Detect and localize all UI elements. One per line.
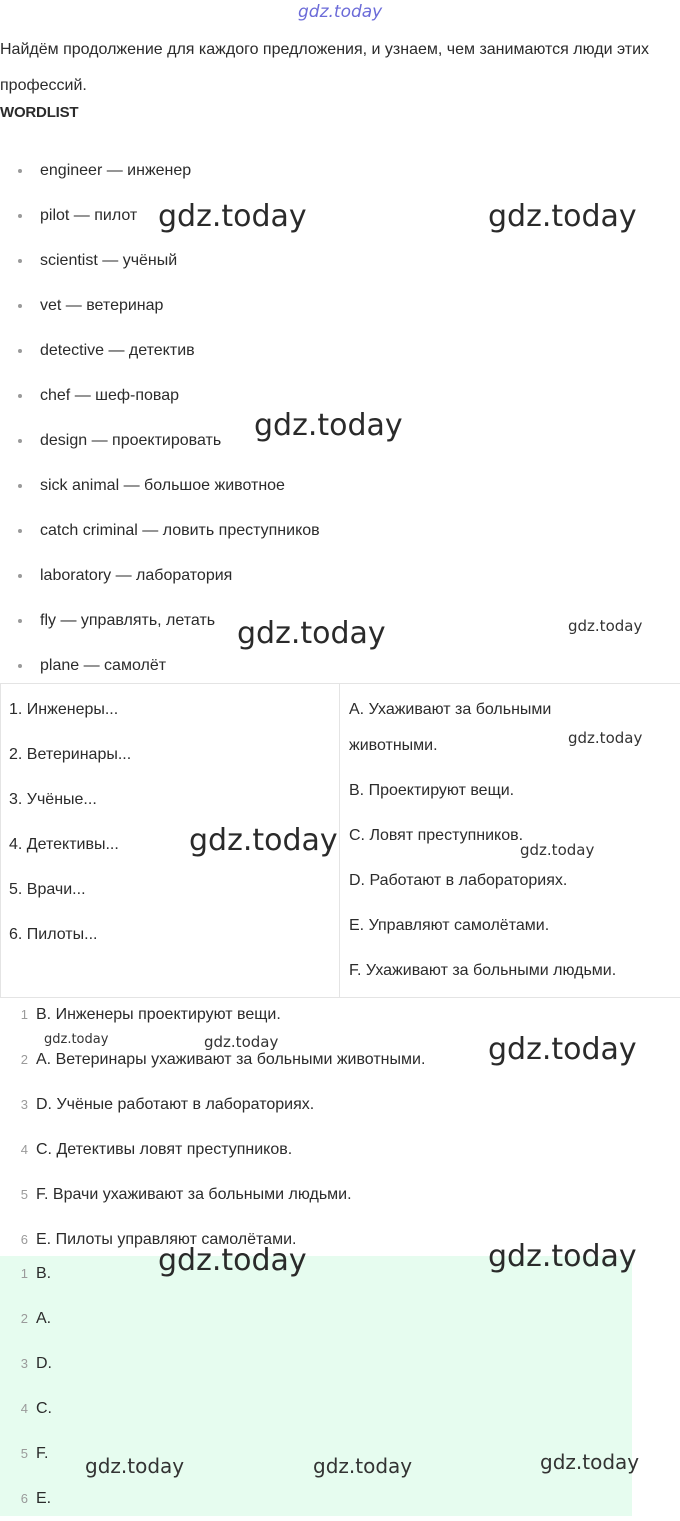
match-left-item: 1. Инженеры... — [9, 701, 119, 718]
watermark: gdz.today — [204, 1033, 279, 1051]
match-right-item: A. Ухаживают за больными животными. — [349, 701, 552, 754]
watermark: gdz.today — [568, 617, 643, 635]
short-answers-list — [0, 1251, 52, 1521]
bullet-icon — [18, 439, 22, 443]
wordlist-item: chef — шеф-повар — [0, 373, 320, 418]
short-answer-item: 5 F. — [0, 1431, 52, 1476]
match-left-item: 5. Врачи... — [9, 881, 86, 898]
bullet-icon — [18, 169, 22, 173]
answer-item: 6 E. Пилоты управляют самолётами. — [0, 1217, 425, 1262]
match-left-item: 3. Учёные... — [9, 791, 97, 808]
line-number: 4 — [20, 1401, 28, 1416]
line-number: 3 — [20, 1356, 28, 1371]
watermark: gdz.today — [568, 729, 643, 747]
bullet-icon — [18, 304, 22, 308]
line-number: 2 — [20, 1052, 28, 1067]
match-left-item: 2. Ветеринары... — [9, 746, 132, 763]
match-right-item: B. Проектируют вещи. — [349, 782, 515, 799]
match-right-item: D. Работают в лабораториях. — [349, 872, 568, 889]
watermark: gdz.today — [189, 823, 338, 858]
watermark: gdz.today — [237, 616, 386, 651]
watermark: gdz.today — [520, 841, 595, 859]
short-answer-item: 3 D. — [0, 1341, 52, 1386]
match-right-item: C. Ловят преступников. — [349, 827, 524, 844]
short-answer-item: 1 B. — [0, 1251, 52, 1296]
bullet-icon — [18, 484, 22, 488]
wordlist-title: WORDLIST — [0, 104, 79, 121]
wordlist-item: catch criminal — ловить преступников — [0, 508, 320, 553]
watermark: gdz.today — [540, 1450, 640, 1474]
answer-item: 2 A. Ветеринары ухаживают за больными животными. — [0, 1037, 425, 1082]
wordlist-item: plane — самолёт — [0, 643, 320, 688]
watermark: gdz.today — [488, 199, 637, 234]
bullet-icon — [18, 529, 22, 533]
match-right-item: F. Ухаживают за больными людьми. — [349, 962, 617, 979]
wordlist-item: sick animal — большое животное — [0, 463, 320, 508]
wordlist-item: scientist — учёный — [0, 238, 320, 283]
wordlist-item: design — проектировать — [0, 418, 320, 463]
match-left-item: 4. Детективы... — [9, 836, 119, 853]
line-number: 6 — [20, 1232, 28, 1247]
answer-item: 5 F. Врачи ухаживают за больными людьми. — [0, 1172, 425, 1217]
watermark: gdz.today — [488, 1239, 637, 1274]
watermark: gdz.today — [158, 1243, 307, 1278]
watermark: gdz.today — [158, 199, 307, 234]
wordlist-item: engineer — инженер — [0, 148, 320, 193]
line-number: 5 — [20, 1187, 28, 1202]
line-number: 1 — [20, 1007, 28, 1022]
wordlist-item: pilot — пилот — [0, 193, 320, 238]
line-number: 6 — [20, 1491, 28, 1506]
answer-item: 1 B. Инженеры проектируют вещи. — [0, 992, 425, 1037]
intro-text: Найдём продолжение для каждого предложения, и узнаем, чем занимаются люди этих профессий. — [0, 41, 650, 94]
bullet-icon — [18, 574, 22, 578]
answer-item: 4 C. Детективы ловят преступников. — [0, 1127, 425, 1172]
bullet-icon — [18, 664, 22, 668]
short-answer-item: 4 C. — [0, 1386, 52, 1431]
short-answer-item: 2 A. — [0, 1296, 52, 1341]
watermark: gdz.today — [44, 1032, 109, 1047]
watermark-top: gdz.today — [298, 2, 383, 22]
line-number: 4 — [20, 1142, 28, 1157]
wordlist-item: vet — ветеринар — [0, 283, 320, 328]
bullet-icon — [18, 214, 22, 218]
bullet-icon — [18, 349, 22, 353]
wordlist-item: fly — управлять, летать — [0, 598, 320, 643]
watermark: gdz.today — [254, 408, 403, 443]
line-number: 1 — [20, 1266, 28, 1281]
short-answer-item: 6 E. — [0, 1476, 52, 1521]
match-left-item: 6. Пилоты... — [9, 926, 98, 943]
watermark: gdz.today — [488, 1032, 637, 1067]
wordlist-item: laboratory — лаборатория — [0, 553, 320, 598]
answer-item: 3 D. Учёные работают в лабораториях. — [0, 1082, 425, 1127]
line-number: 3 — [20, 1097, 28, 1112]
bullet-icon — [18, 259, 22, 263]
match-right-item: E. Управляют самолётами. — [349, 917, 550, 934]
bullet-icon — [18, 619, 22, 623]
bullet-icon — [18, 394, 22, 398]
wordlist-item: detective — детектив — [0, 328, 320, 373]
line-number: 5 — [20, 1446, 28, 1461]
line-number: 2 — [20, 1311, 28, 1326]
watermark: gdz.today — [313, 1454, 413, 1478]
watermark: gdz.today — [85, 1454, 185, 1478]
